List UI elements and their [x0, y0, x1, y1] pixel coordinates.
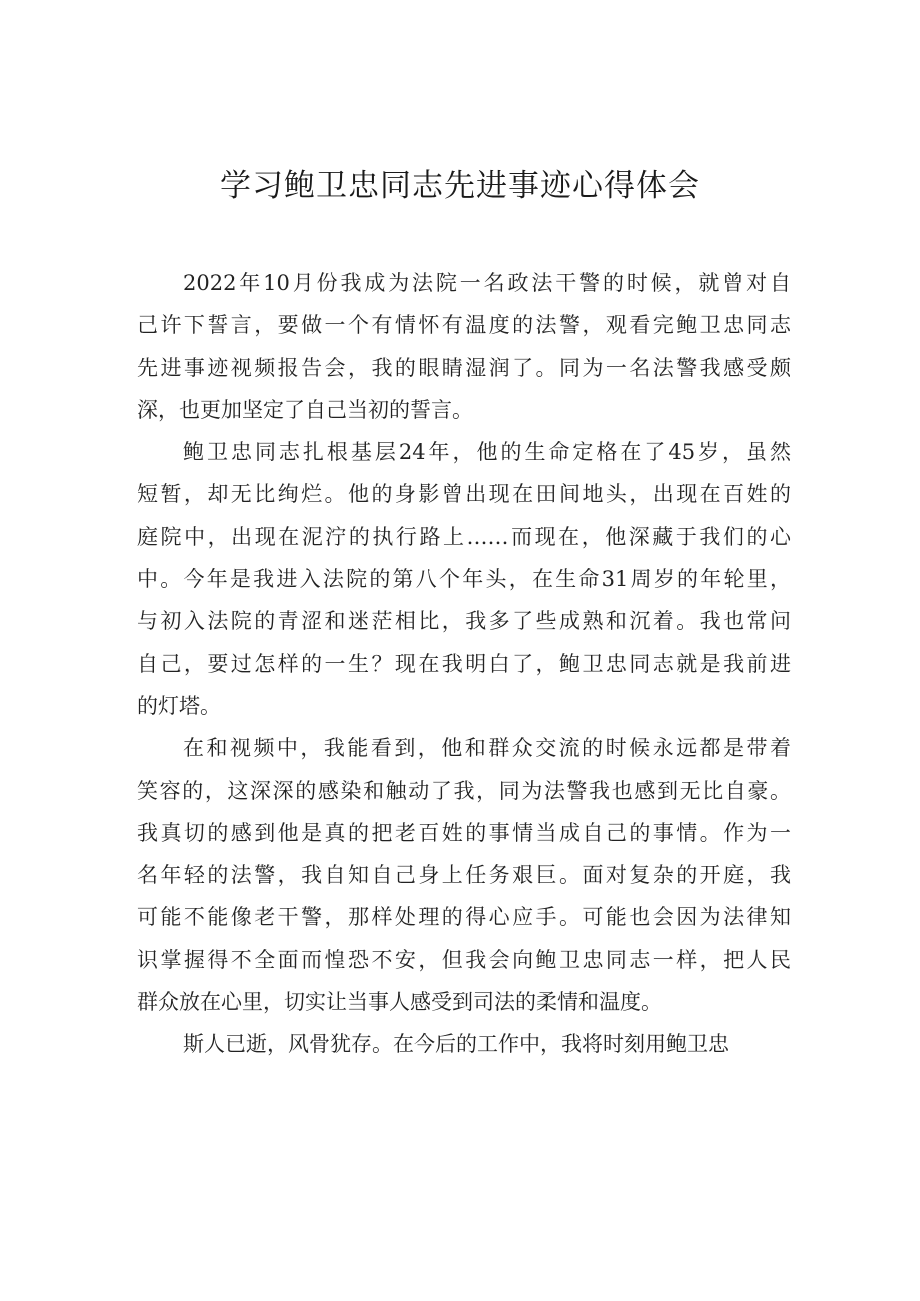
paragraph-line: 中。今年是我进入法院的第八个年头，在生命31周岁的年轮里， [137, 567, 791, 592]
paragraph-line: 自己，要过怎样的一生？现在我明白了，鲍卫忠同志就是我前进 [137, 651, 791, 676]
paragraph-line: 深，也更加坚定了自己当初的誓言。 [137, 397, 473, 422]
page-title: 学习鲍卫忠同志先进事迹心得体会 [220, 168, 700, 204]
paragraph-line: 笑容的，这深深的感染和触动了我，同为法警我也感到无比自豪。 [137, 778, 791, 803]
paragraph-line: 己许下誓言，要做一个有情怀有温度的法警，观看完鲍卫忠同志 [137, 313, 791, 338]
paragraph-line: 的灯塔。 [137, 693, 221, 718]
paragraph-line: 与初入法院的青涩和迷茫相比，我多了些成熟和沉着。我也常问 [137, 609, 791, 634]
paragraph-line: 识掌握得不全面而惶恐不安，但我会向鲍卫忠同志一样，把人民 [137, 947, 791, 972]
paragraph-line: 我真切的感到他是真的把老百姓的事情当成自己的事情。作为一 [137, 820, 791, 845]
paragraph-line: 可能不能像老干警，那样处理的得心应手。可能也会因为法律知 [137, 905, 791, 930]
paragraph-line: 斯人已逝，风骨犹存。在今后的工作中，我将时刻用鲍卫忠 [183, 1032, 729, 1057]
paragraph-line: 在和视频中，我能看到，他和群众交流的时候永远都是带着 [183, 736, 791, 761]
paragraph-line: 先进事迹视频报告会，我的眼睛湿润了。同为一名法警我感受颇 [137, 355, 791, 380]
paragraph-line: 群众放在心里，切实让当事人感受到司法的柔情和温度。 [137, 990, 662, 1015]
paragraph-line: 名年轻的法警，我自知自己身上任务艰巨。面对复杂的开庭，我 [137, 863, 791, 888]
paragraph-line: 短暂，却无比绚烂。他的身影曾出现在田间地头，出现在百姓的 [137, 482, 791, 507]
paragraph-line: 庭院中，出现在泥泞的执行路上……而现在，他深藏于我们的心 [137, 524, 791, 549]
document-body [137, 262, 791, 1066]
paragraph-line: 鲍卫忠同志扎根基层24年，他的生命定格在了45岁，虽然 [183, 440, 791, 465]
paragraph-line: 2022年10月份我成为法院一名政法干警的时候，就曾对自 [183, 271, 791, 295]
